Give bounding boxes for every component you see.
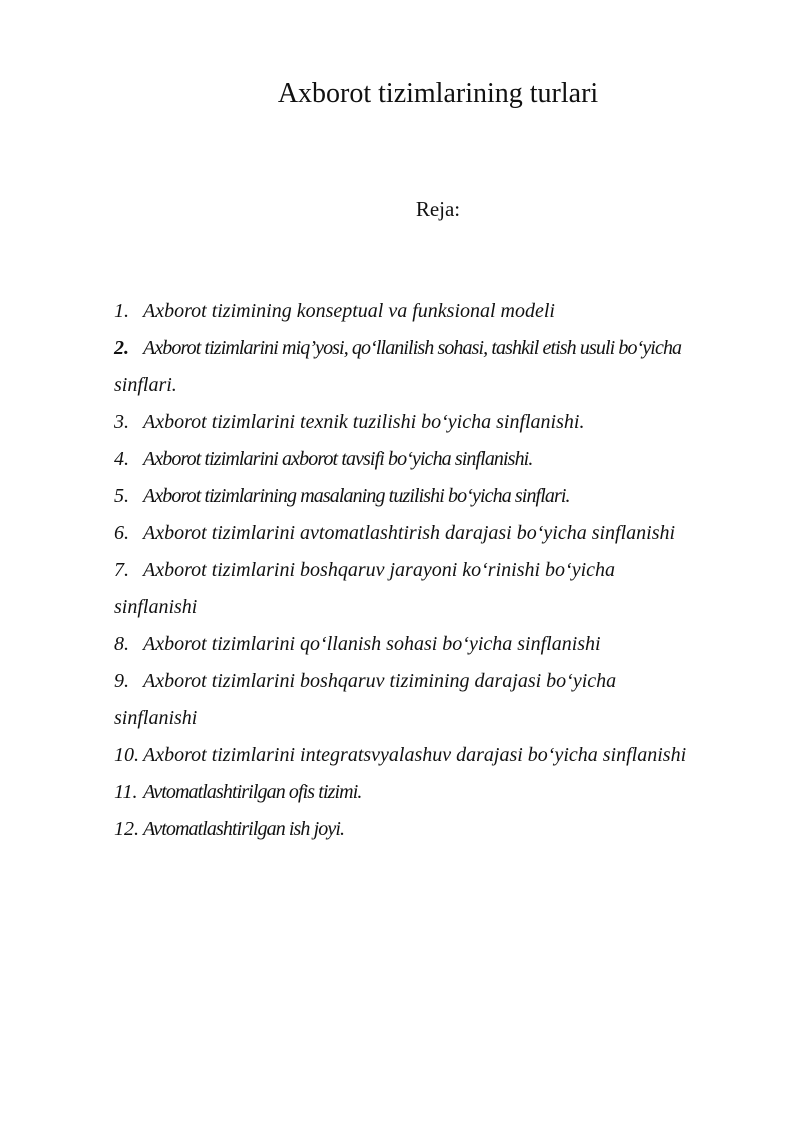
item-text: Axborot tizimlarini miq’yosi, qo‘llanilish sohasi, tashkil etish usuli bo‘yicha bbox=[143, 337, 682, 359]
item-text: Avtomatlashtirilgan ish joyi. bbox=[143, 818, 345, 840]
item-text: Axborot tizimining konseptual va funksional modeli bbox=[143, 300, 555, 322]
item-number: 11. bbox=[114, 781, 138, 803]
item-number: 9. bbox=[114, 670, 129, 692]
page-title: Axborot tizimlarining turlari bbox=[277, 78, 599, 109]
item-number: 8. bbox=[114, 633, 129, 655]
list-item bbox=[114, 552, 754, 626]
list-item bbox=[114, 811, 754, 848]
item-text: Axborot tizimlarini qo‘llanish sohasi bo‘yicha sinflanishi bbox=[143, 633, 601, 655]
page-subtitle: Reja: bbox=[415, 197, 461, 221]
item-number: 1. bbox=[114, 300, 129, 322]
item-text: Axborot tizimlarini integratsvyalashuv darajasi bo‘yicha sinflanishi bbox=[143, 744, 687, 766]
item-number: 2. bbox=[114, 337, 129, 359]
item-text: Axborot tizimlarini boshqaruv jarayoni ko‘rinishi bo‘yicha bbox=[143, 559, 616, 581]
list-item bbox=[114, 774, 754, 811]
list-item bbox=[114, 515, 754, 552]
list-item bbox=[114, 404, 754, 441]
item-text: Axborot tizimlarini axborot tavsifi bo‘yicha sinflanishi. bbox=[143, 448, 533, 470]
item-number: 4. bbox=[114, 448, 129, 470]
item-number: 3. bbox=[114, 411, 129, 433]
item-text: Axborot tizimlarini avtomatlashtirish darajasi bo‘yicha sinflanishi bbox=[143, 522, 676, 544]
list-item bbox=[114, 330, 754, 404]
list-item bbox=[114, 441, 754, 478]
item-number: 7. bbox=[114, 559, 129, 581]
item-text: Axborot tizimlarini texnik tuzilishi bo‘yicha sinflanishi. bbox=[143, 411, 585, 433]
list-item bbox=[114, 663, 754, 737]
item-text: Axborot tizimlarini boshqaruv tizimining darajasi bo‘yicha bbox=[143, 670, 617, 692]
list-item bbox=[114, 737, 754, 774]
item-text-continuation: sinflanishi bbox=[114, 596, 198, 618]
list-item bbox=[114, 478, 754, 515]
item-number: 6. bbox=[114, 522, 129, 544]
item-number: 5. bbox=[114, 485, 129, 507]
list-item bbox=[114, 626, 754, 663]
item-text-continuation: sinflanishi bbox=[114, 707, 198, 729]
item-number: 12. bbox=[114, 818, 139, 840]
item-text: Avtomatlashtirilgan ofis tizimi. bbox=[143, 781, 362, 803]
plan-list bbox=[114, 293, 754, 848]
item-number: 10. bbox=[114, 744, 139, 766]
item-text: Axborot tizimlarining masalaning tuzilishi bo‘yicha sinflari. bbox=[143, 485, 570, 507]
list-item bbox=[114, 293, 754, 330]
item-text-continuation: sinflari. bbox=[114, 374, 177, 396]
